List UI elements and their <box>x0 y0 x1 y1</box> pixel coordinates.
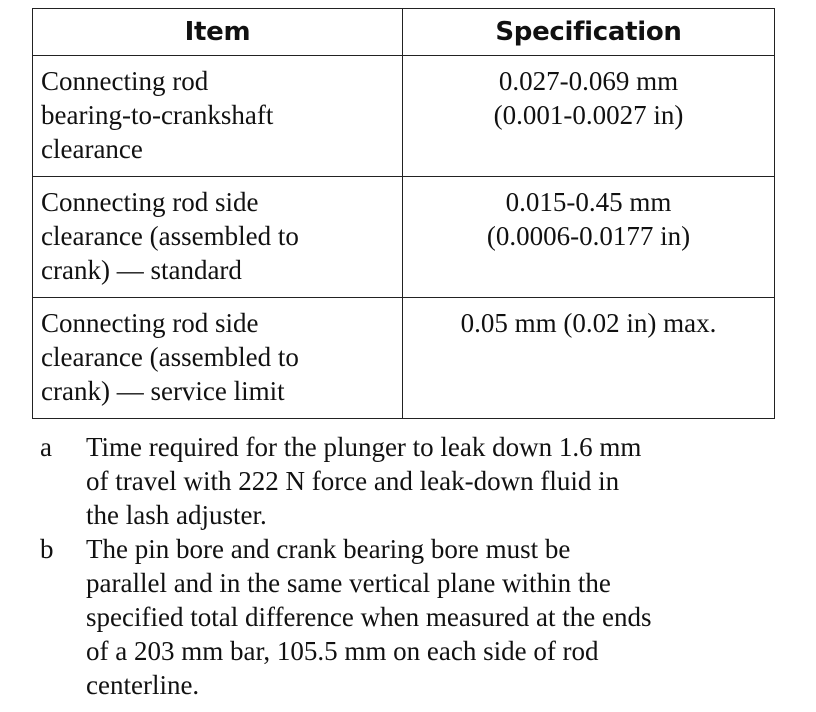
specification-cell <box>403 177 775 298</box>
item-text-line: clearance (assembled to <box>41 342 299 372</box>
footnote-b <box>40 532 780 702</box>
item-text-line: crank) — service limit <box>41 376 285 406</box>
footnote-marker: a <box>40 432 52 462</box>
footnote-text <box>86 532 780 702</box>
item-cell <box>33 298 403 419</box>
item-text-line: clearance (assembled to <box>41 221 299 251</box>
item-cell <box>33 56 403 177</box>
spec-text-line: (0.001-0.0027 in) <box>493 100 684 130</box>
spec-text-line: 0.015-0.45 mm <box>505 187 672 217</box>
specification-table <box>32 8 775 419</box>
footnote-line: Time required for the plunger to leak down 1.6 mm <box>86 432 642 462</box>
footnote-line: The pin bore and crank bearing bore must be <box>86 534 571 564</box>
specification-cell <box>403 298 775 419</box>
footnote-line: the lash adjuster. <box>86 500 267 530</box>
footnote-line: of a 203 mm bar, 105.5 mm on each side of rod <box>86 636 599 666</box>
item-cell <box>33 177 403 298</box>
item-text-line: Connecting rod side <box>41 308 259 338</box>
spec-text-line: 0.027-0.069 mm <box>498 66 679 96</box>
footnote-line: of travel with 222 N force and leak-down fluid in <box>86 466 620 496</box>
footnotes <box>40 430 780 702</box>
footnote-a <box>40 430 780 532</box>
column-header-specification: Specification <box>403 9 775 56</box>
footnote-line: parallel and in the same vertical plane within the <box>86 568 611 598</box>
footnote-marker: b <box>40 534 54 564</box>
specification-cell <box>403 56 775 177</box>
footnote-line: centerline. <box>86 670 200 700</box>
spec-text-line: 0.05 mm (0.02 in) max. <box>460 308 717 338</box>
footnote-line: specified total difference when measured at the ends <box>86 602 652 632</box>
column-header-item: Item <box>33 9 403 56</box>
item-text-line: clearance <box>41 134 143 164</box>
item-text-line: Connecting rod side <box>41 187 259 217</box>
footnote-text <box>86 430 780 532</box>
table-row <box>33 177 775 298</box>
table-row <box>33 56 775 177</box>
table-row <box>33 298 775 419</box>
item-text-line: crank) — standard <box>41 255 242 285</box>
item-text-line: bearing-to-crankshaft <box>41 100 274 130</box>
table-header-row <box>33 9 775 56</box>
spec-text-line: (0.0006-0.0177 in) <box>486 221 691 251</box>
item-text-line: Connecting rod <box>41 66 209 96</box>
